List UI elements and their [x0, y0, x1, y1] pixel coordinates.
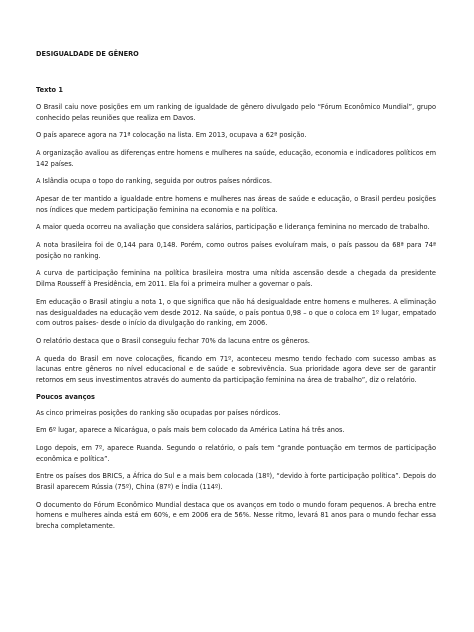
- document-page: [36, 50, 436, 539]
- paragraph: O Brasil caiu nove posições em um ranking de igualdade de gênero divulgado pelo “Fórum Econômico Mundial”, grupo conhecido pelas reuniões que realiza em Davos.: [36, 103, 436, 122]
- paragraph: Em 6º lugar, aparece a Nicarágua, o país mais bem colocado da América Latina há três anos.: [36, 426, 345, 435]
- paragraph: A nota brasileira foi de 0,144 para 0,148. Porém, como outros países evoluíram mais, o país passou da 68ª para 74ª posição no ranking.: [36, 240, 436, 260]
- paragraph: Apesar de ter mantido a igualdade entre homens e mulheres nas áreas de saúde e educação, o Brasil perdeu posições nos índices que medem participação feminina na economia e na política.: [36, 194, 436, 214]
- paragraph: Logo depois, em 7º, aparece Ruanda. Segundo o relatório, o país tem “grande pontuação em termos de participação econômica e política”.: [36, 443, 436, 463]
- paragraph: Entre os países dos BRICS, a África do Sul e a mais bem colocada (18º), “devido à forte participação política”. Depois do Brasil aparecem Rússia (75º), China (87º) e Índia (114º).: [36, 472, 436, 492]
- paragraph: A curva de participação feminina na política brasileira mostra uma nítida ascensão desde a chegada da presidente Dilma Rousseff à Presidência, em 2011. Ela foi a primeira mulher a governar o país.: [36, 269, 436, 289]
- paragraph: Em educação o Brasil atingiu a nota 1, o que significa que não há desigualdade entre homens e mulheres. A eliminação nas desigualdades na educação vem desde 2012. Na saúde, o país pontua 0,98 – o que o coloca em 1º lugar, empatado com outros países- desde o início da divulgação do ranking, em 2006.: [36, 297, 436, 328]
- document-title: DESIGUALDADE DE GÊNERO: [36, 50, 139, 58]
- section-subheading: Poucos avanços: [36, 392, 95, 401]
- paragraph: A Islândia ocupa o topo do ranking, seguida por outros países nórdicos.: [36, 177, 272, 186]
- paragraph: A maior queda ocorreu na avaliação que considera salários, participação e liderança feminina no mercado de trabalho.: [36, 223, 430, 232]
- paragraph: As cinco primeiras posições do ranking são ocupadas por países nórdicos.: [36, 408, 281, 417]
- paragraph: O relatório destaca que o Brasil conseguiu fechar 70% da lacuna entre os gêneros.: [36, 336, 310, 345]
- section-label: Texto 1: [36, 86, 63, 94]
- paragraph: O documento do Fórum Econômico Mundial destaca que os avanços em todo o mundo foram pequenos. A brecha entre homens e mulheres ainda está em 60%, e em 2006 era de 56%. Nesse ritmo, levará 81 anos para o mundo fechar essa brecha completamente.: [36, 500, 436, 531]
- paragraph: A organização avaliou as diferenças entre homens e mulheres na saúde, educação, economia e indicadores políticos em 142 países.: [36, 148, 436, 168]
- paragraph: A queda do Brasil em nove colocações, ficando em 71º, aconteceu mesmo tendo fechado com sucesso ambas as lacunas entre gêneros no nível educacional e de saúde e sobrevivência. Sua prioridade agora deve ser de garantir retornos em seus investimentos através do aumento da participação feminina na área de trabalho”, diz o relatório.: [36, 354, 436, 385]
- paragraph: O país aparece agora na 71ª colocação na lista. Em 2013, ocupava a 62ª posição.: [36, 131, 307, 140]
